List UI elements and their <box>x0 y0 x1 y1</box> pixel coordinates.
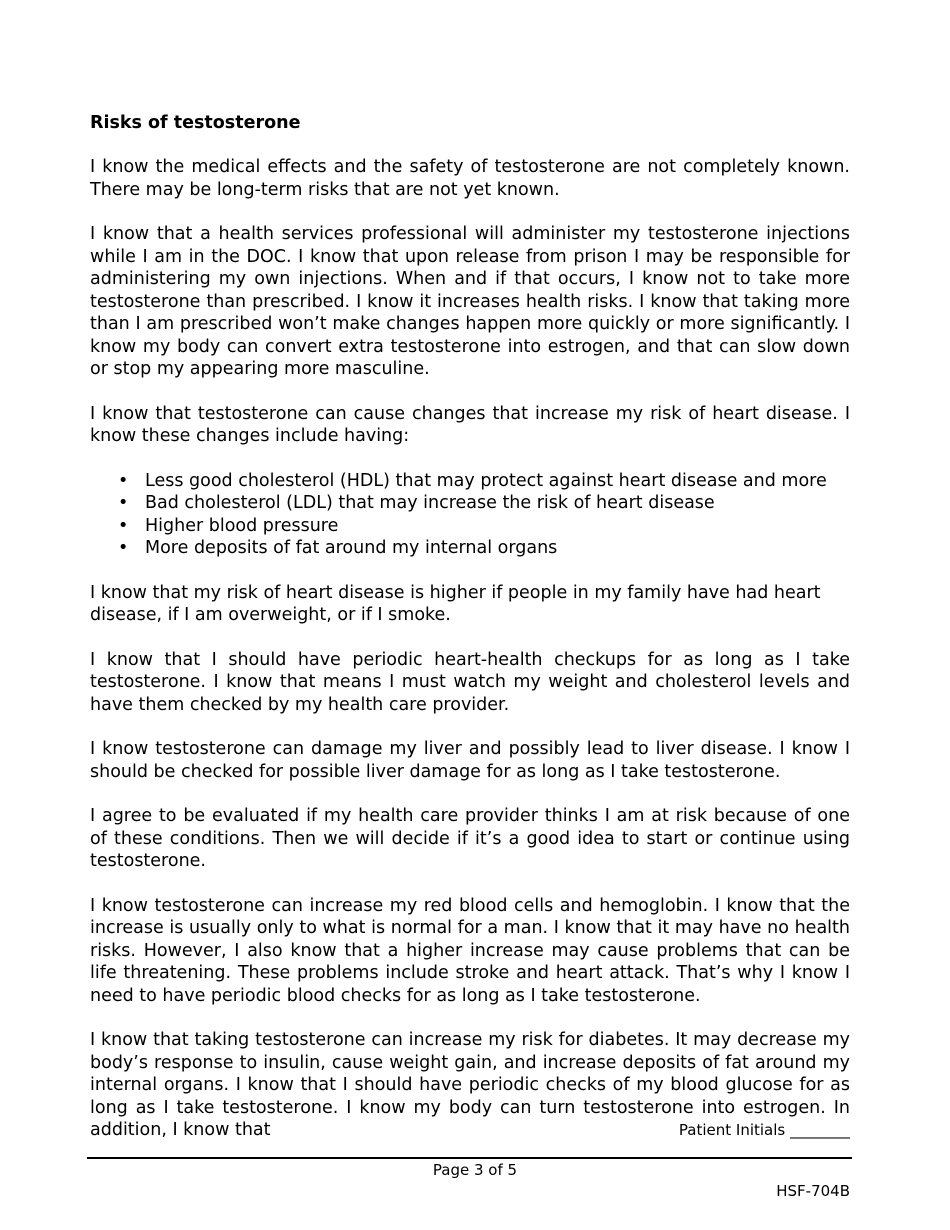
paragraph-injections: I know that a health services professional will administer my testosterone injections while I am in the DOC. I know that upon release from prison I may be responsible for administering my own injections. When and if that occurs, I know not to take more testosterone than prescribed. I know it increases health risks. I know that taking more than I am prescribed won’t make changes happen more quickly or more significantly. I know my body can convert extra testosterone into estrogen, and that can slow down or stop my appearing more masculine. <box>90 224 850 379</box>
paragraph-heart-checkups: I know that I should have periodic heart-health checkups for as long as I take testosterone. I know that means I must watch my weight and cholesterol levels and have them checked by my health care provider. <box>90 649 850 715</box>
bullet-icon: • <box>118 470 129 491</box>
heart-risk-list <box>90 470 850 560</box>
paragraph-evaluation: I agree to be evaluated if my health care provider thinks I am at risk because of one of these conditions. Then we will decide if it’s a good idea to start or continue using testosterone. <box>90 806 850 871</box>
page-number: Page 3 of 5 <box>432 1161 518 1179</box>
section-heading: Risks of testosterone <box>90 113 301 133</box>
paragraph-heart-disease: I know that testosterone can cause changes that increase my risk of heart disease. I know these changes include having: <box>90 403 850 446</box>
paragraph-family-risk: I know that my risk of heart disease is higher if people in my family have had heart disease, if I am overweight, or if I smoke. <box>90 582 821 625</box>
footer-divider <box>87 1157 852 1159</box>
paragraph-blood-cells: I know testosterone can increase my red blood cells and hemoglobin. I know that the increase is usually only to what is normal for a man. I know that it may have no health risks. However, I also know that a higher increase may cause problems that can be life threatening. These problems include stroke and heart attack. That’s why I know I need to have periodic blood checks for as long as I take testosterone. <box>90 895 850 1006</box>
list-item: • Less good cholesterol (HDL) that may protect against heart disease and more <box>118 470 827 491</box>
list-item: • Higher blood pressure <box>118 515 339 536</box>
list-item: • Bad cholesterol (LDL) that may increase the risk of heart disease <box>118 493 715 513</box>
paragraph-unknown-risks: I know the medical effects and the safety of testosterone are not completely known. There may be long-term risks that are not yet known. <box>90 157 850 200</box>
patient-initials-field: Patient Initials ________ <box>678 1121 850 1139</box>
bullet-icon: • <box>118 515 129 536</box>
bullet-icon: • <box>118 493 129 513</box>
form-code: HSF-704B <box>776 1182 850 1200</box>
bullet-icon: • <box>118 538 129 558</box>
document-body <box>90 112 850 1164</box>
paragraph-diabetes: I know that taking testosterone can increase my risk for diabetes. It may decrease my body’s response to insulin, cause weight gain, and increase deposits of fat around my internal organs. I know that I should have periodic checks of my blood glucose for as long as I take testosterone. I know my body can turn testosterone into estrogen. In addition, I know that <box>90 1030 850 1140</box>
list-item: • More deposits of fat around my internal organs <box>118 538 558 558</box>
paragraph-liver: I know testosterone can damage my liver and possibly lead to liver disease. I know I should be checked for possible liver damage for as long as I take testosterone. <box>90 739 850 782</box>
